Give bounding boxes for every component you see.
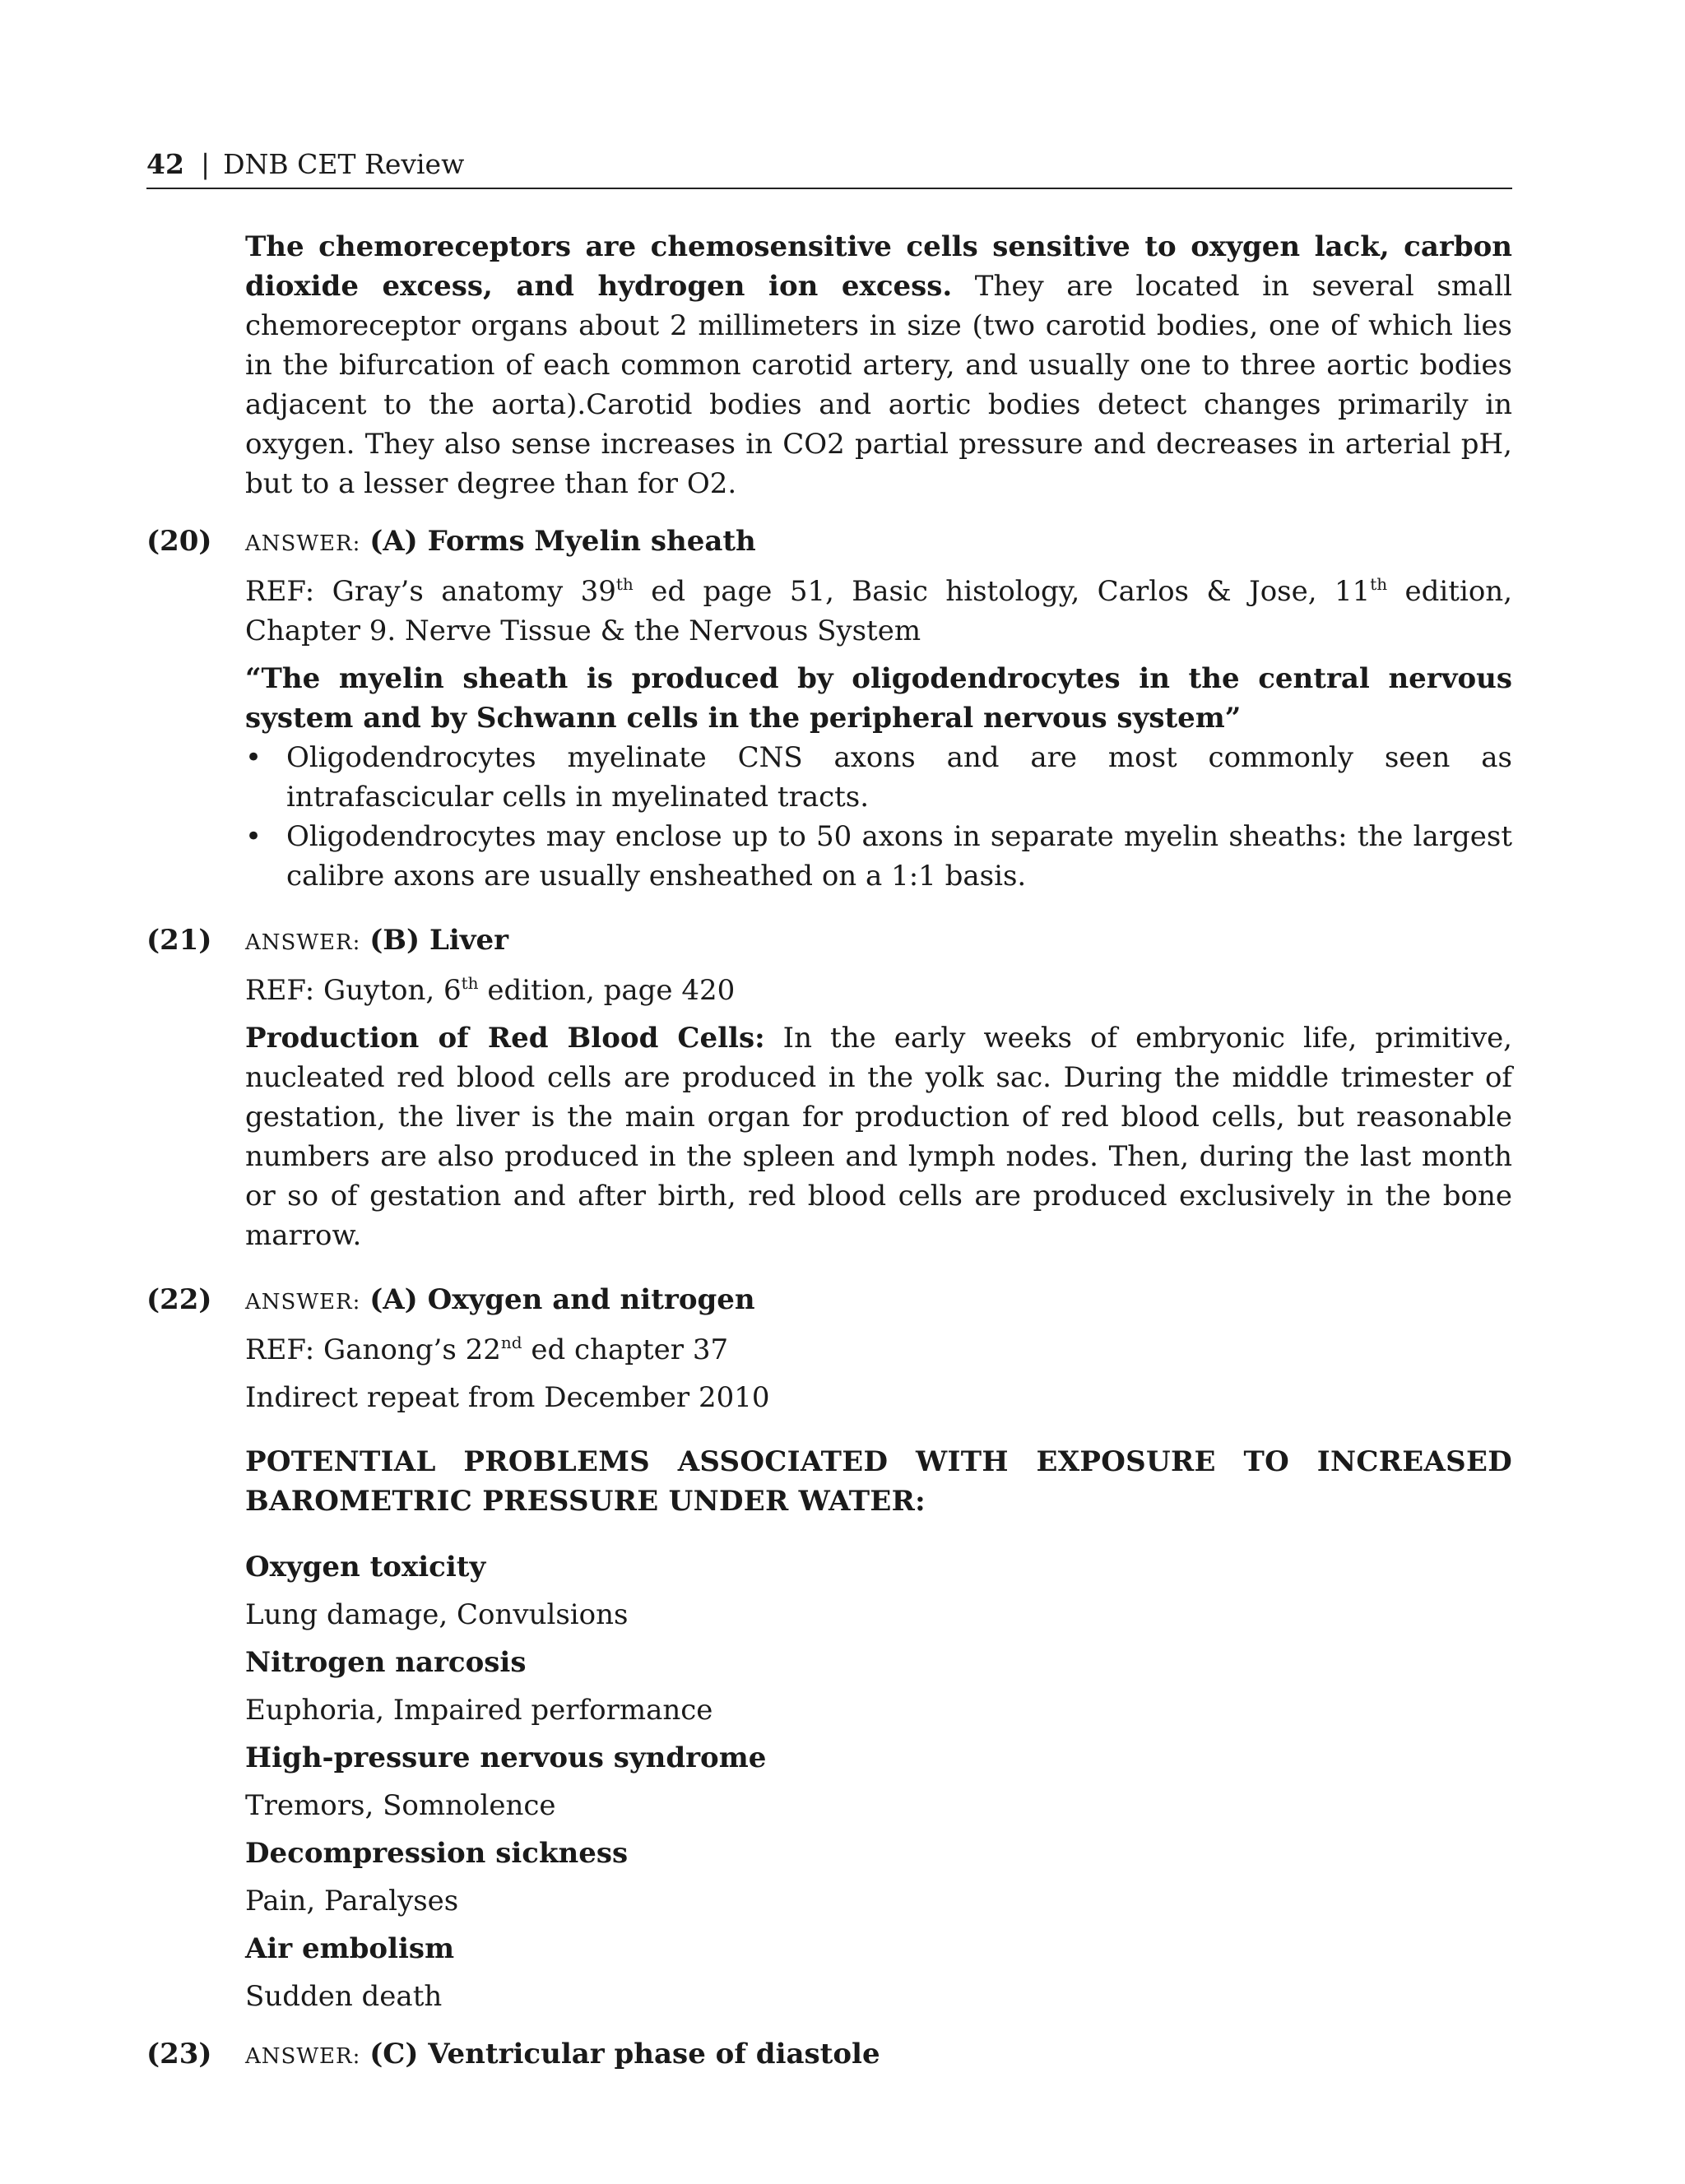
answer-line	[245, 1280, 1512, 1322]
question-number: (23)	[146, 2038, 212, 2070]
reference-text: REF: Gray’s anatomy 39	[245, 575, 616, 608]
answer-line	[245, 2034, 1512, 2076]
reference-text: edition, page 420	[478, 974, 736, 1007]
superscript: th	[615, 574, 634, 594]
answer-label: ANSWER:	[245, 531, 361, 556]
answer-line	[245, 522, 1512, 563]
reference	[245, 971, 1512, 1010]
answer-block-23	[146, 2034, 1512, 2076]
answer-text: (B) Liver	[369, 924, 509, 957]
reference-text: ed page 51, Basic histology, Carlos & Jose, 11	[633, 575, 1371, 608]
problem-effects: Pain, Paralyses	[245, 1885, 459, 1917]
answer-label: ANSWER:	[245, 930, 361, 955]
paragraph-lead: Production of Red Blood Cells:	[245, 1022, 765, 1055]
answer-text: (C) Ventricular phase of diastole	[369, 2038, 880, 2070]
reference-text: ed chapter 37	[522, 1333, 729, 1366]
chemoreceptor-paragraph	[245, 227, 1512, 503]
paragraph-text: In the early weeks of embryonic life, primitive, nucleated red blood cells are produced in the yolk sac. During the middle trimester of gestation, the liver is the main organ for production of red blood cells, but reasonable numbers are also produced in the spleen and lymph nodes. Then, during the last month or so of gestation and after birth, red blood cells are produced exclusively in the bone marrow.	[245, 1022, 1512, 1252]
page-number: 42	[146, 148, 184, 180]
running-header	[146, 145, 1512, 189]
problem-effects: Euphoria, Impaired performance	[245, 1694, 713, 1727]
reference-text: REF: Guyton, 6	[245, 974, 462, 1007]
myelin-quote	[245, 659, 1512, 738]
list-item-text: Oligodendrocytes myelinate CNS axons and are most commonly seen as intrafascicular cells in myelinated tracts.	[286, 741, 1512, 814]
header-separator: |	[200, 148, 211, 180]
list-item-text: Oligodendrocytes may enclose up to 50 axons in separate myelin sheaths: the largest calibre axons are usually ensheathed on a 1:1 basis.	[286, 820, 1512, 893]
problem-name: Oxygen toxicity	[245, 1551, 486, 1584]
problem-name: Air embolism	[245, 1932, 455, 1965]
bullet-icon: •	[245, 741, 262, 774]
bullet-list	[245, 738, 1512, 896]
problem-name: Decompression sickness	[245, 1837, 629, 1870]
problem-name: High-pressure nervous syndrome	[245, 1741, 767, 1774]
answer-block-20	[146, 522, 1513, 896]
answer-line	[245, 920, 1512, 962]
superscript: th	[461, 973, 479, 993]
superscript: nd	[500, 1333, 522, 1352]
repeat-note: Indirect repeat from December 2010	[245, 1381, 770, 1414]
answer-label: ANSWER:	[245, 1290, 361, 1315]
answer-block-21	[146, 920, 1512, 1255]
answer-text: (A) Oxygen and nitrogen	[369, 1283, 755, 1316]
page-content	[146, 227, 1513, 2076]
question-number: (22)	[146, 1283, 212, 1316]
reference	[245, 1330, 1512, 1370]
problems-list	[245, 1547, 1512, 2016]
section-heading: POTENTIAL PROBLEMS ASSOCIATED WITH EXPOSURE TO INCREASED BAROMETRIC PRESSURE UNDER WATER:	[245, 1445, 1512, 1518]
problem-name: Nitrogen narcosis	[245, 1646, 527, 1679]
bullet-icon: •	[245, 820, 262, 853]
question-number: (20)	[146, 525, 212, 558]
reference-text: edition, Chapter 9. Nerve Tissue & the Nervous System	[245, 575, 1513, 647]
reference	[245, 572, 1512, 651]
chemoreceptor-lead: The chemoreceptors are chemosensitive cells sensitive to oxygen lack, carbon dioxide excess, and hydrogen ion excess.	[245, 230, 1512, 303]
rbc-production-paragraph	[245, 1018, 1512, 1255]
problem-effects: Sudden death	[245, 1980, 443, 2013]
list-item	[245, 817, 1512, 896]
problem-effects: Lung damage, Convulsions	[245, 1598, 629, 1631]
question-number: (21)	[146, 924, 212, 957]
superscript: th	[1370, 574, 1388, 594]
book-title: DNB CET Review	[223, 148, 465, 180]
list-item	[245, 738, 1512, 817]
answer-block-22	[146, 1280, 1512, 2016]
chemoreceptor-text: They are located in several small chemoreceptor organs about 2 millimeters in size (two carotid bodies, one of which lies in the bifurcation of each common carotid artery, and usually one to three aortic bodies adjacent to the aorta).Carotid bodies and aortic bodies detect changes primarily in oxygen. They also sense increases in CO2 partial pressure and decreases in arterial pH, but to a lesser degree than for O2.	[245, 270, 1512, 500]
quote-text: “The myelin sheath is produced by oligodendrocytes in the central nervous system and by Schwann cells in the peripheral nervous system”	[245, 662, 1512, 735]
problem-effects: Tremors, Somnolence	[245, 1789, 556, 1822]
reference-text: REF: Ganong’s 22	[245, 1333, 501, 1366]
answer-label: ANSWER:	[245, 2044, 361, 2069]
answer-text: (A) Forms Myelin sheath	[369, 525, 756, 558]
